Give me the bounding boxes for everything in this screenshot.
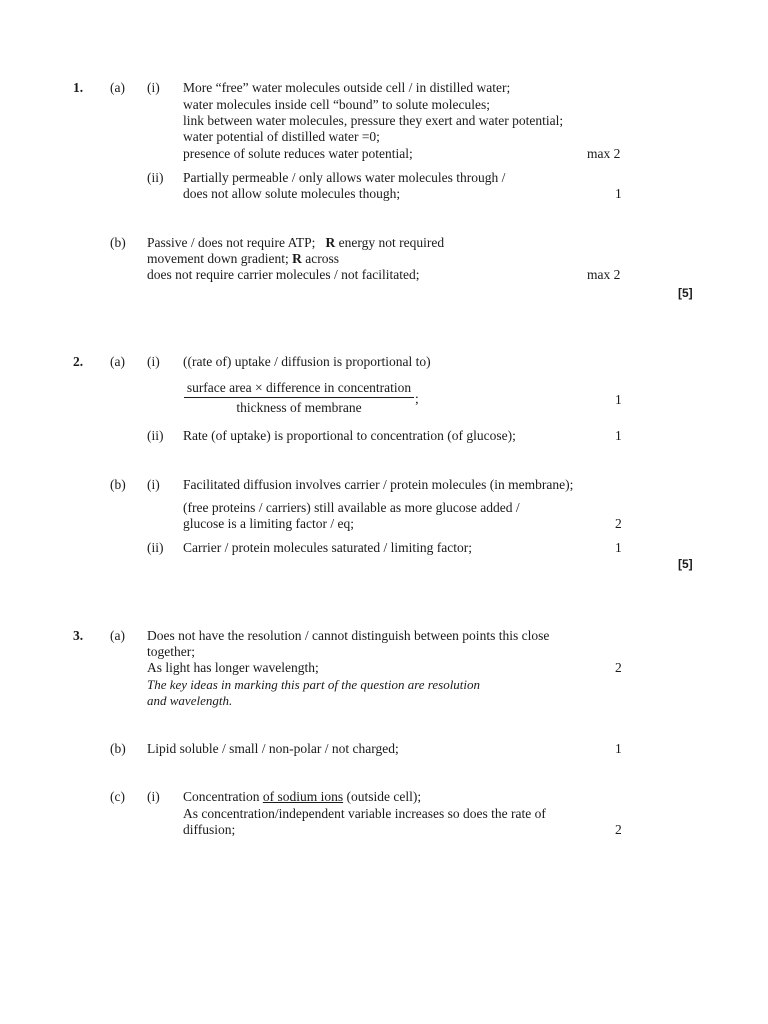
part-label: (b) bbox=[110, 477, 126, 492]
subpart-label: (ii) bbox=[147, 428, 164, 443]
question-total: [5] bbox=[678, 286, 693, 300]
mark-allocation: 1 bbox=[615, 392, 622, 407]
question-number: 3. bbox=[73, 628, 84, 643]
answer-line: Rate (of uptake) is proportional to concentration (of glucose); bbox=[183, 428, 516, 443]
fraction-numerator: surface area × difference in concentration bbox=[186, 380, 412, 395]
part-label: (b) bbox=[110, 235, 126, 250]
part-label: (a) bbox=[110, 628, 125, 643]
answer-line: Passive / does not require ATP; R energy not required bbox=[147, 235, 445, 250]
answer-line: water molecules inside cell “bound” to solute molecules; bbox=[183, 97, 491, 112]
answer-line: Facilitated diffusion involves carrier / protein molecules (in membrane); bbox=[183, 477, 574, 492]
answer-line: diffusion; bbox=[183, 822, 236, 837]
mark-allocation: 1 bbox=[615, 540, 622, 555]
answer-line: Carrier / protein molecules saturated / limiting factor; bbox=[183, 540, 473, 555]
mark-allocation: 1 bbox=[615, 428, 622, 443]
mark-allocation: 2 bbox=[615, 660, 622, 675]
subpart-label: (i) bbox=[147, 80, 160, 95]
mark-allocation: 1 bbox=[615, 741, 622, 756]
mark-allocation: 1 bbox=[615, 186, 622, 201]
answer-line: Does not have the resolution / cannot distinguish between points this close bbox=[147, 628, 550, 643]
mark-allocation: max 2 bbox=[587, 146, 621, 161]
answer-line: Partially permeable / only allows water molecules through / bbox=[183, 170, 506, 185]
fraction-semicolon: ; bbox=[415, 391, 419, 406]
question-number: 2. bbox=[73, 354, 84, 369]
question-total: [5] bbox=[678, 557, 693, 571]
answer-line: link between water molecules, pressure they exert and water potential; bbox=[183, 113, 564, 128]
answer-line: (free proteins / carriers) still available as more glucose added / bbox=[183, 500, 520, 515]
answer-line: presence of solute reduces water potential; bbox=[183, 146, 413, 161]
fraction-bar bbox=[184, 397, 414, 398]
subpart-label: (ii) bbox=[147, 170, 164, 185]
answer-line: together; bbox=[147, 644, 195, 659]
part-label: (a) bbox=[110, 80, 125, 95]
answer-line: Concentration of sodium ions (outside cell); bbox=[183, 789, 422, 804]
answer-line: water potential of distilled water =0; bbox=[183, 129, 380, 144]
mark-allocation: 2 bbox=[615, 822, 622, 837]
underlined-key-term: of sodium ions bbox=[262, 789, 344, 804]
answer-line: ((rate of) uptake / diffusion is proportional to) bbox=[183, 354, 431, 369]
marking-note: The key ideas in marking this part of the question are resolution bbox=[147, 677, 481, 692]
answer-line: glucose is a limiting factor / eq; bbox=[183, 516, 354, 531]
marking-note: and wavelength. bbox=[147, 693, 233, 708]
subpart-label: (ii) bbox=[147, 540, 164, 555]
subpart-label: (i) bbox=[147, 789, 160, 804]
mark-allocation: max 2 bbox=[587, 267, 621, 282]
answer-line: movement down gradient; R across bbox=[147, 251, 339, 266]
subpart-label: (i) bbox=[147, 477, 160, 492]
part-label: (c) bbox=[110, 789, 125, 804]
answer-line: does not allow solute molecules though; bbox=[183, 186, 401, 201]
answer-line: does not require carrier molecules / not facilitated; bbox=[147, 267, 420, 282]
answer-line: As light has longer wavelength; bbox=[147, 660, 319, 675]
question-number: 1. bbox=[73, 80, 84, 95]
subpart-label: (i) bbox=[147, 354, 160, 369]
part-label: (a) bbox=[110, 354, 125, 369]
answer-line: More “free” water molecules outside cell / in distilled water; bbox=[183, 80, 511, 95]
fraction-denominator: thickness of membrane bbox=[236, 400, 362, 415]
answer-line: Lipid soluble / small / non-polar / not charged; bbox=[147, 741, 399, 756]
answer-line: As concentration/independent variable increases so does the rate of bbox=[183, 806, 546, 821]
mark-allocation: 2 bbox=[615, 516, 622, 531]
part-label: (b) bbox=[110, 741, 126, 756]
